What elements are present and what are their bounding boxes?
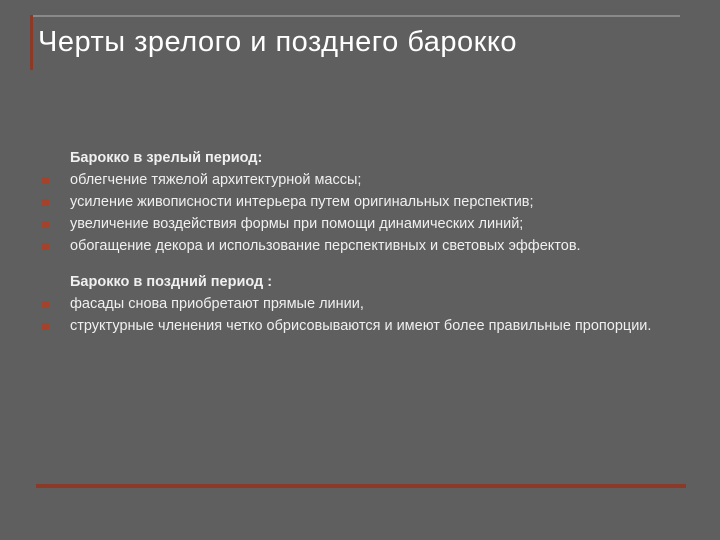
bullet-square-icon: [42, 301, 49, 308]
bullet-square-icon: [42, 243, 49, 250]
list-item: [42, 293, 682, 315]
bullet-square-icon: [42, 199, 49, 206]
title-accent-bar: [30, 15, 33, 70]
list-item: [42, 213, 682, 235]
slide-title: Черты зрелого и позднего барокко: [38, 26, 517, 58]
list-item-text: обогащение декора и использование перспективных и световых эффектов.: [70, 238, 581, 254]
list-item: [42, 235, 682, 257]
bottom-divider: [36, 484, 686, 488]
list-item-text: увеличение воздействия формы при помощи динамических линий;: [70, 216, 524, 232]
mature-period-heading: Барокко в зрелый период:: [70, 150, 263, 166]
list-item: [42, 191, 682, 213]
list-item-text: усиление живописности интерьера путем оригинальных перспектив;: [70, 194, 534, 210]
slide-body: [42, 147, 682, 337]
list-item: [42, 169, 682, 191]
list-item-text: фасады снова приобретают прямые линии,: [70, 296, 364, 312]
list-item-text: структурные членения четко обрисовываются и имеют более правильные пропорции.: [70, 318, 652, 334]
top-divider: [30, 15, 680, 17]
bullet-square-icon: [42, 221, 49, 228]
bullet-square-icon: [42, 177, 49, 184]
late-period-heading: Барокко в поздний период :: [70, 274, 273, 290]
list-item-text: облегчение тяжелой архитектурной массы;: [70, 172, 362, 188]
list-item: [42, 315, 682, 337]
bullet-square-icon: [42, 323, 49, 330]
